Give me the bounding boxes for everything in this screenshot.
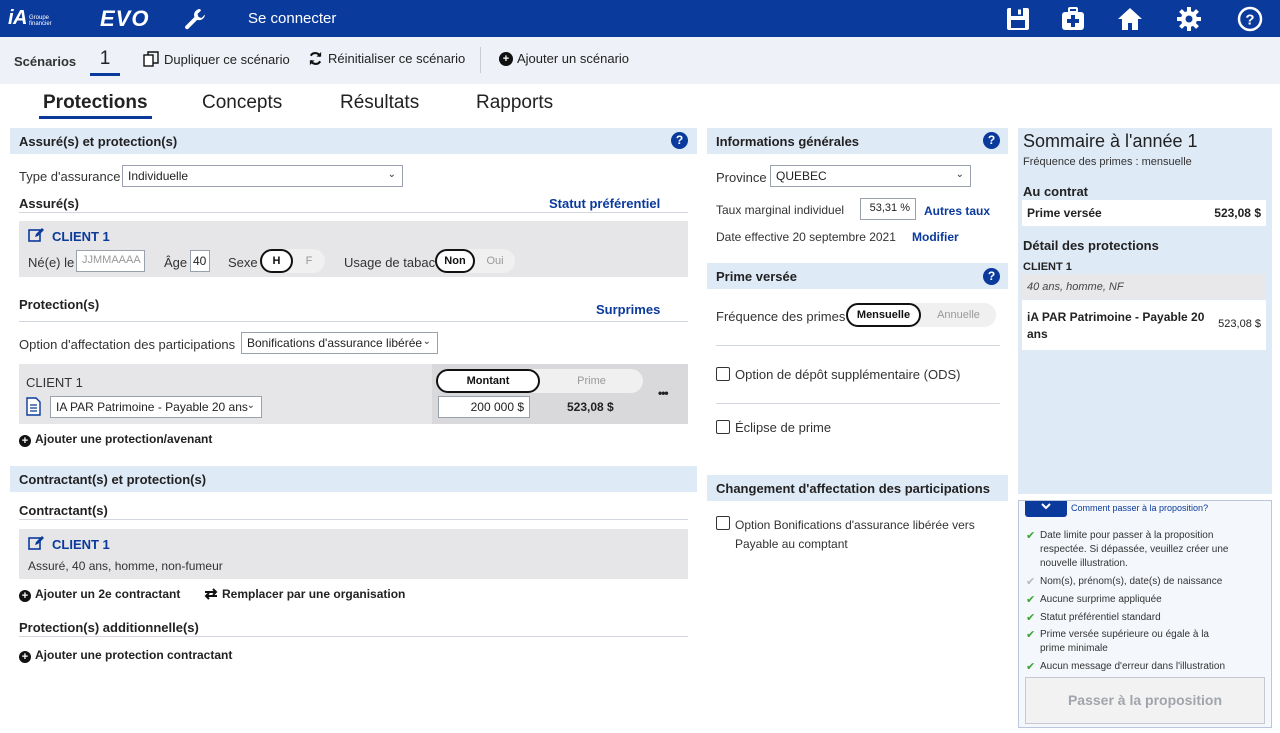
divider [19,212,688,213]
chevron-down-icon: ⌄ [387,169,396,180]
sex-option-male[interactable]: H [260,249,293,273]
help-icon[interactable] [1237,6,1263,32]
divider [716,345,1000,346]
preferred-status-link[interactable]: Statut préférentiel [549,196,661,211]
province-label: Province [716,170,767,185]
brand-logo[interactable] [8,6,52,30]
document-icon[interactable] [26,397,41,419]
summary-product-line-2: ans [1027,327,1048,341]
owner-section-header [10,466,697,492]
check-item [1026,593,1162,607]
dividend-change-title: Changement d'affectation des participations [716,481,990,496]
scenario-bar [0,37,1280,84]
add-owner-label: Ajouter un 2e contractant [35,587,181,601]
dividend-option-value: Bonifications d'assurance libérée [247,336,423,350]
check-icon: ✔ [1026,661,1036,673]
age-label: Âge [164,255,188,270]
tobacco-label: Usage de tabac [344,255,436,270]
province-select[interactable] [770,165,971,187]
effective-date: Date effective 20 septembre 2021 [716,230,896,244]
dividend-change-line-1: Option Bonifications d'assurance libérée vers [735,518,975,532]
tab-results[interactable]: Résultats [340,92,420,113]
summary-premium-value: 523,08 $ [1214,206,1261,220]
check-text-line: Date limite pour passer à la proposition [1040,530,1214,541]
summary-product-card [1022,300,1266,350]
premium-frequency-label: Fréquence des primes [716,309,846,324]
summary-premium-label: Prime versée [1027,206,1102,220]
frequency-annual-option[interactable]: Annuelle [937,309,980,321]
scenario-divider [480,47,481,73]
eclipse-label: Éclipse de prime [735,420,832,435]
summary-frequency: Fréquence des primes : mensuelle [1023,156,1192,168]
check-icon: ✔ [1026,576,1036,588]
connect-link[interactable]: Se connecter [248,10,337,27]
check-item-text: Nom(s), prénom(s), date(s) de naissance [1040,576,1223,587]
add-scenario-button[interactable] [499,51,629,66]
brand-name: iA [8,7,27,29]
wrench-icon[interactable] [182,6,208,32]
help-icon[interactable]: ? [983,132,1000,149]
home-icon[interactable] [1117,6,1143,32]
owner-client-desc: Assuré, 40 ans, homme, non-fumeur [28,559,223,573]
eclipse-checkbox[interactable] [716,420,730,434]
tax-rate-input[interactable]: 53,31 % [860,198,916,220]
top-bar [0,0,1280,37]
insured-section-header [10,128,697,154]
plus-icon: + [19,590,31,602]
save-icon[interactable] [1005,6,1031,32]
amount-option[interactable]: Montant [436,369,540,393]
copy-icon [143,51,159,67]
brand-sub-2: financier [29,21,52,27]
add-owner-protection-label: Ajouter une protection contractant [35,648,233,662]
tab-reports[interactable]: Rapports [476,92,554,113]
dividend-change-checkbox[interactable] [716,516,730,530]
product-value: IA PAR Patrimoine - Payable 20 ans [56,400,248,414]
summary-title: Sommaire à l'année 1 [1023,131,1198,151]
premium-frequency-toggle[interactable] [846,303,996,327]
check-icon: ✔ [1026,594,1036,606]
brand-sub-1: Groupe [29,15,50,21]
owner-client-title[interactable]: CLIENT 1 [52,537,110,552]
edit-icon[interactable] [28,227,45,246]
insured-client-title[interactable]: CLIENT 1 [52,229,110,244]
age-input[interactable]: 40 [190,250,210,272]
divider [19,636,688,637]
tobacco-option-yes[interactable]: Oui [486,255,504,267]
insurance-type-select[interactable] [122,165,403,187]
medical-kit-icon[interactable] [1060,6,1086,32]
check-item-text: Aucun message d'erreur dans l'illustration [1040,661,1226,672]
check-icon: ✔ [1026,530,1036,542]
summary-client: CLIENT 1 [1023,261,1072,273]
sex-option-female[interactable]: F [305,255,313,267]
add-protection-label: Ajouter une protection/avenant [35,432,213,446]
check-item [1026,611,1161,625]
check-icon: ✔ [1026,612,1036,624]
add-owner-protection-button[interactable] [19,648,232,663]
brand-subtitle [29,15,52,27]
add-scenario-label: Ajouter un scénario [517,51,630,66]
check-item-text [1040,628,1209,656]
insurance-type-value: Individuelle [128,169,189,183]
gear-icon[interactable] [1176,6,1202,32]
tobacco-option-no[interactable]: Non [435,249,475,273]
check-text-line: respectée. Si dépassée, veuillez créer une [1040,544,1229,555]
protections-heading: Protection(s) [19,297,100,312]
summary-product-name [1027,309,1204,343]
proposal-checklist-panel [1018,500,1272,728]
plus-icon: + [19,651,31,663]
premium-option[interactable]: Prime [577,375,606,387]
duplicate-scenario-label: Dupliquer ce scénario [164,51,290,67]
chevron-down-icon: ⌄ [422,336,431,347]
insured-heading: Assuré(s) [19,196,79,211]
modify-date-link[interactable]: Modifier [912,230,959,244]
replace-organization-label: Remplacer par une organisation [222,587,406,601]
tax-rate-label: Taux marginal individuel [716,203,845,217]
chevron-down-icon: ⌄ [246,400,255,411]
ods-label: Option de dépôt supplémentaire (ODS) [735,367,961,382]
check-text-line: nouvelle illustration. [1040,558,1128,569]
contract-heading: Au contrat [1023,184,1088,199]
check-item [1026,575,1222,589]
collapse-toggle[interactable] [1025,501,1067,517]
protections-detail-heading: Détail des protections [1023,238,1159,253]
dividend-change-header [707,475,1008,501]
add-owner-button[interactable] [19,587,180,602]
reset-scenario-button[interactable] [308,51,465,66]
amount-premium-toggle[interactable] [436,369,643,393]
insured-section-title: Assuré(s) et protection(s) [19,134,178,149]
chevron-down-icon: ⌄ [955,169,964,180]
edit-icon[interactable] [28,535,45,554]
amount-input[interactable]: 200 000 $ [438,396,530,418]
summary-product-premium: 523,08 $ [1218,318,1261,330]
divider [19,519,688,520]
protection-client-label: CLIENT 1 [26,375,83,390]
sex-toggle[interactable] [260,249,325,273]
swap-icon [204,588,218,600]
other-rates-link[interactable]: Autres taux [924,204,991,218]
tab-concepts[interactable]: Concepts [202,92,283,113]
more-options-icon[interactable]: ••• [658,386,668,400]
replace-organization-button[interactable] [204,587,405,601]
divider [19,321,688,322]
owner-section-title: Contractant(s) et protection(s) [19,472,207,487]
help-icon[interactable]: ? [671,132,688,149]
divider [716,403,1000,404]
general-info-header [707,128,1008,154]
premium-paid-header [707,263,1008,289]
birth-date-label: Né(e) le [28,255,75,270]
dividend-option-label: Option d'affectation des participations [19,337,236,352]
summary-client-desc: 40 ans, homme, NF [1027,281,1124,293]
check-text-line: Prime versée supérieure ou égale à la [1040,629,1209,640]
check-item-text: Statut préférentiel standard [1040,612,1161,623]
province-value: QUEBEC [776,169,827,183]
check-item-text: Aucune surprime appliquée [1040,594,1162,605]
add-protection-button[interactable] [19,432,212,447]
ods-checkbox[interactable] [716,367,730,381]
check-item-text [1040,529,1228,571]
tobacco-toggle[interactable] [435,249,515,273]
check-item [1026,628,1209,656]
help-icon[interactable]: ? [983,268,1000,285]
tab-protections[interactable]: Protections [39,92,152,119]
summary-product-line-1: iA PAR Patrimoine - Payable 20 [1027,310,1205,324]
dividend-option-select[interactable] [241,332,438,354]
svg-text:?: ? [1245,11,1255,29]
summary-client-desc-row [1022,274,1266,299]
scenarios-label: Scénarios [14,54,77,69]
plus-icon: + [499,52,513,66]
premium-paid-card [1022,200,1266,226]
summary-panel [1018,128,1272,494]
general-info-title: Informations générales [716,134,860,149]
plus-icon: + [19,435,31,447]
proceed-to-proposal-button[interactable]: Passer à la proposition [1025,677,1265,724]
check-icon: ✔ [1026,629,1036,641]
check-item [1026,529,1228,571]
product-select[interactable] [50,396,262,418]
proposal-help-link[interactable]: Comment passer à la proposition? [1071,503,1209,513]
insurance-type-label: Type d'assurance [19,169,121,184]
owners-heading: Contractant(s) [19,503,108,518]
dividend-change-label [735,516,975,554]
dividend-change-line-2: Payable au comptant [735,537,848,551]
surcharges-link[interactable]: Surprimes [596,302,661,317]
reset-scenario-label: Réinitialiser ce scénario [328,51,466,66]
scenario-tab-1[interactable]: 1 [90,48,120,76]
refresh-icon [308,51,323,66]
premium-paid-title: Prime versée [716,269,797,284]
sex-label: Sexe [228,255,258,270]
additional-protections-heading: Protection(s) additionnelle(s) [19,620,199,635]
protection-premium-value: 523,08 $ [567,400,614,414]
chevron-down-icon [1040,502,1052,511]
birth-date-input[interactable]: JJMMAAAA [76,250,145,272]
duplicate-scenario-button[interactable] [143,51,290,67]
frequency-monthly-option[interactable]: Mensuelle [846,303,921,327]
check-item [1026,660,1225,674]
app-name: EVO [100,6,150,31]
check-text-line: prime minimale [1040,643,1108,654]
